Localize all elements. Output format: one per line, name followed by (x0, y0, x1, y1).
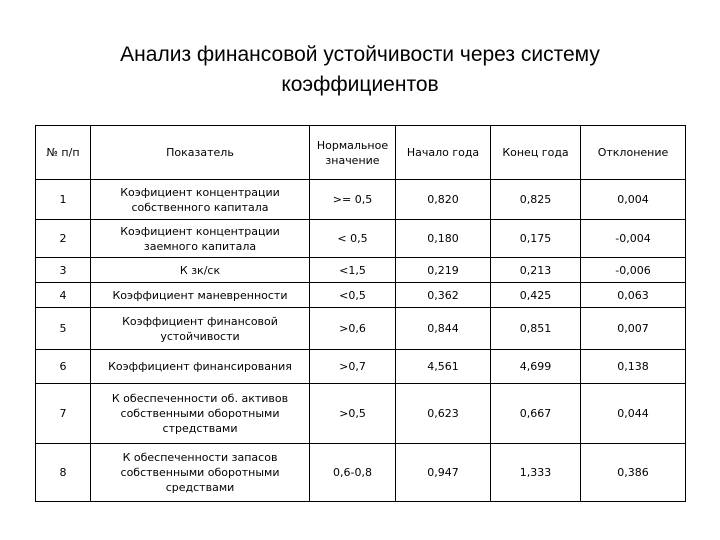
header-dev: Отклонение (581, 126, 686, 180)
cell-start: 0,844 (396, 308, 491, 350)
table-row (36, 283, 686, 308)
cell-num: 3 (36, 258, 91, 283)
cell-end: 0,425 (491, 283, 581, 308)
cell-indicator: Коэффициент финансирования (91, 350, 310, 384)
cell-dev: 0,386 (581, 444, 686, 502)
header-end: Конец года (491, 126, 581, 180)
cell-start: 0,820 (396, 180, 491, 220)
cell-indicator: К обеспеченности об. активов собственными оборотными стредствами (91, 384, 310, 444)
cell-norm: >0,7 (310, 350, 396, 384)
cell-num: 2 (36, 220, 91, 258)
header-indicator: Показатель (91, 126, 310, 180)
cell-indicator: К обеспеченности запасов собственными оборотными средствами (91, 444, 310, 502)
cell-norm: >0,6 (310, 308, 396, 350)
cell-norm: <1,5 (310, 258, 396, 283)
cell-num: 1 (36, 180, 91, 220)
table-row (36, 308, 686, 350)
cell-end: 0,213 (491, 258, 581, 283)
cell-norm: <0,5 (310, 283, 396, 308)
header-num: № п/п (36, 126, 91, 180)
cell-start: 0,947 (396, 444, 491, 502)
cell-dev: 0,007 (581, 308, 686, 350)
cell-start: 0,219 (396, 258, 491, 283)
cell-dev: 0,004 (581, 180, 686, 220)
cell-indicator: Коэффициент финансовой устойчивости (91, 308, 310, 350)
cell-indicator: Коэфициент концентрации заемного капитала (91, 220, 310, 258)
cell-indicator: Коэффициент маневренности (91, 283, 310, 308)
cell-end: 0,825 (491, 180, 581, 220)
table-header-row (36, 126, 686, 180)
cell-indicator: К зк/ск (91, 258, 310, 283)
cell-num: 7 (36, 384, 91, 444)
cell-num: 5 (36, 308, 91, 350)
cell-end: 0,851 (491, 308, 581, 350)
header-start: Начало года (396, 126, 491, 180)
cell-norm: >0,5 (310, 384, 396, 444)
cell-start: 4,561 (396, 350, 491, 384)
title-line-1: Анализ финансовой устойчивости через систему (120, 43, 600, 66)
page-title (40, 40, 680, 100)
cell-num: 6 (36, 350, 91, 384)
cell-indicator: Коэфициент концентрации собственного капитала (91, 180, 310, 220)
cell-dev: 0,044 (581, 384, 686, 444)
cell-end: 1,333 (491, 444, 581, 502)
cell-dev: -0,006 (581, 258, 686, 283)
table-row (36, 180, 686, 220)
table-row (36, 258, 686, 283)
cell-start: 0,180 (396, 220, 491, 258)
cell-start: 0,362 (396, 283, 491, 308)
cell-end: 4,699 (491, 350, 581, 384)
title-line-2: коэффициентов (281, 73, 439, 96)
cell-dev: -0,004 (581, 220, 686, 258)
cell-dev: 0,063 (581, 283, 686, 308)
cell-norm: < 0,5 (310, 220, 396, 258)
cell-norm: >= 0,5 (310, 180, 396, 220)
cell-norm: 0,6-0,8 (310, 444, 396, 502)
header-norm: Нормальное значение (310, 126, 396, 180)
ratios-table (35, 125, 686, 502)
cell-end: 0,667 (491, 384, 581, 444)
table-row (36, 384, 686, 444)
cell-dev: 0,138 (581, 350, 686, 384)
cell-end: 0,175 (491, 220, 581, 258)
table-row (36, 220, 686, 258)
cell-start: 0,623 (396, 384, 491, 444)
table-row (36, 444, 686, 502)
cell-num: 4 (36, 283, 91, 308)
cell-num: 8 (36, 444, 91, 502)
table-row (36, 350, 686, 384)
